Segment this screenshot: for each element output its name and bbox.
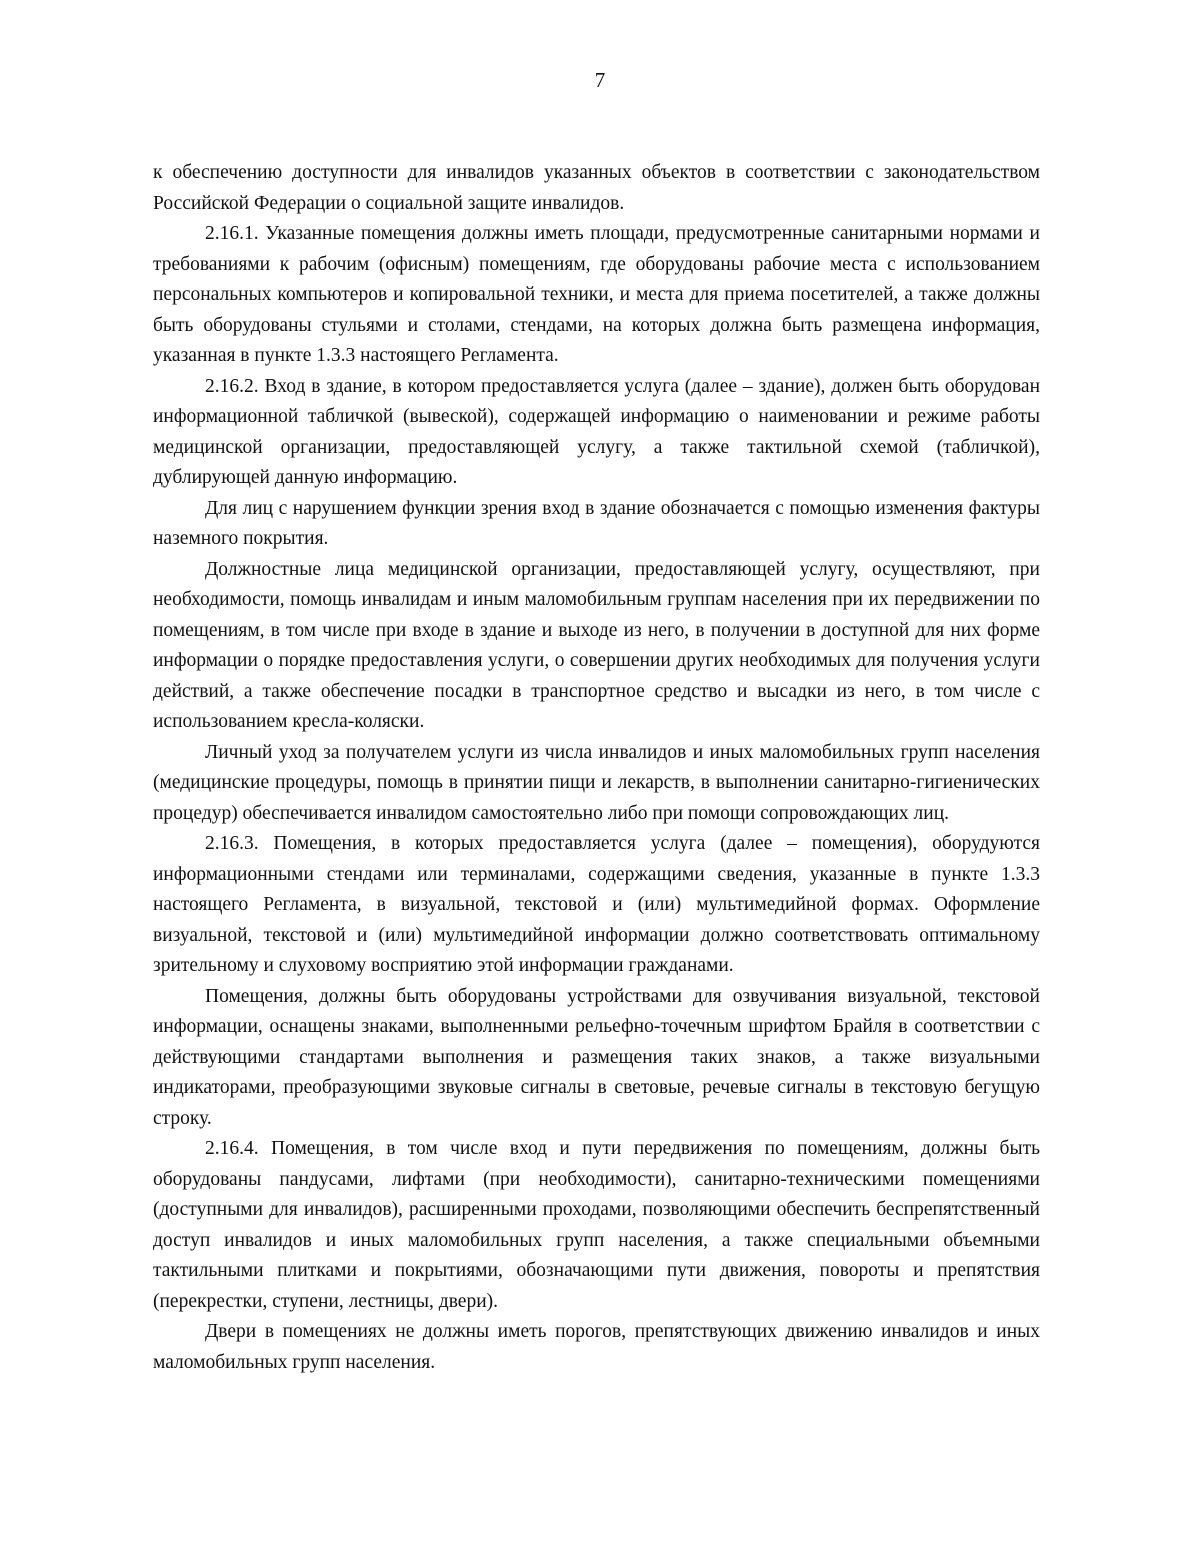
paragraph: 2.16.1. Указанные помещения должны иметь площади, предусмотренные санитарными нормами и требованиями к рабочим (офисным) помещениям, где оборудованы рабочие места с использованием персональных компьютеров и копировальной техники, и места для приема посетителей, а также должны быть оборудованы стульями и столами, стендами, на которых должна быть размещена информация, указанная в пункте 1.3.3 настоящего Регламента. [153, 223, 1040, 366]
paragraph: Для лиц с нарушением функции зрения вход в здание обозначается с помощью изменения фактуры наземного покрытия. [153, 497, 1040, 549]
page-number: 7 [594, 68, 606, 92]
paragraph: Личный уход за получателем услуги из числа инвалидов и иных маломобильных групп населения (медицинские процедуры, помощь в принятии пищи и лекарств, в выполнении санитарно-гигиенических процедур) обеспечивается инвалидом самостоятельно либо при помощи сопровождающих лиц. [153, 741, 1040, 824]
paragraph: 2.16.4. Помещения, в том числе вход и пути передвижения по помещениям, должны быть оборудованы пандусами, лифтами (при необходимости), санитарно-техническими помещениями (доступными для инвалидов), расширенными проходами, позволяющими обеспечить беспрепятственный доступ инвалидов и иных маломобильных групп населения, а также специальными объемными тактильными плитками и покрытиями, обозначающими пути движения, повороты и препятствия (перекрестки, ступени, лестницы, двери). [153, 1138, 1040, 1312]
paragraph: Должностные лица медицинской организации, предоставляющей услугу, осуществляют, при необходимости, помощь инвалидам и иным маломобильным группам населения при их передвижении по помещениям, в том числе при входе в здание и выходе из него, в получении в доступной для них форме информации о порядке предоставления услуги, о совершении других необходимых для получения услуги действий, а также обеспечение посадки в транспортное средство и высадки из него, в том числе с использованием кресла-коляски. [153, 558, 1040, 732]
paragraph: Помещения, должны быть оборудованы устройствами для озвучивания визуальной, текстовой информации, оснащены знаками, выполненными рельефно-точечным шрифтом Брайля в соответствии с действующими стандартами выполнения и размещения таких знаков, а также визуальными индикаторами, преобразующими звуковые сигналы в световые, речевые сигналы в текстовую бегущую строку. [153, 985, 1040, 1129]
document-body [153, 158, 1040, 1378]
paragraph: Двери в помещениях не должны иметь порогов, препятствующих движению инвалидов и иных маломобильных групп населения. [153, 1321, 1040, 1373]
paragraph: 2.16.3. Помещения, в которых предоставляется услуга (далее – помещения), оборудуются информационными стендами или терминалами, содержащими сведения, указанные в пункте 1.3.3 настоящего Регламента, в визуальной, текстовой и (или) мультимедийной формах. Оформление визуальной, текстовой и (или) мультимедийной информации должно соответствовать оптимальному зрительному и слуховому восприятию этой информации гражданами. [153, 833, 1040, 976]
paragraph: 2.16.2. Вход в здание, в котором предоставляется услуга (далее – здание), должен быть оборудован информационной табличкой (вывеской), содержащей информацию о наименовании и режиме работы медицинской организации, предоставляющей услугу, а также тактильной схемой (табличкой), дублирующей данную информацию. [153, 375, 1040, 488]
paragraph: к обеспечению доступности для инвалидов указанных объектов в соответствии с законодательством Российской Федерации о социальной защите инвалидов. [153, 162, 1040, 214]
